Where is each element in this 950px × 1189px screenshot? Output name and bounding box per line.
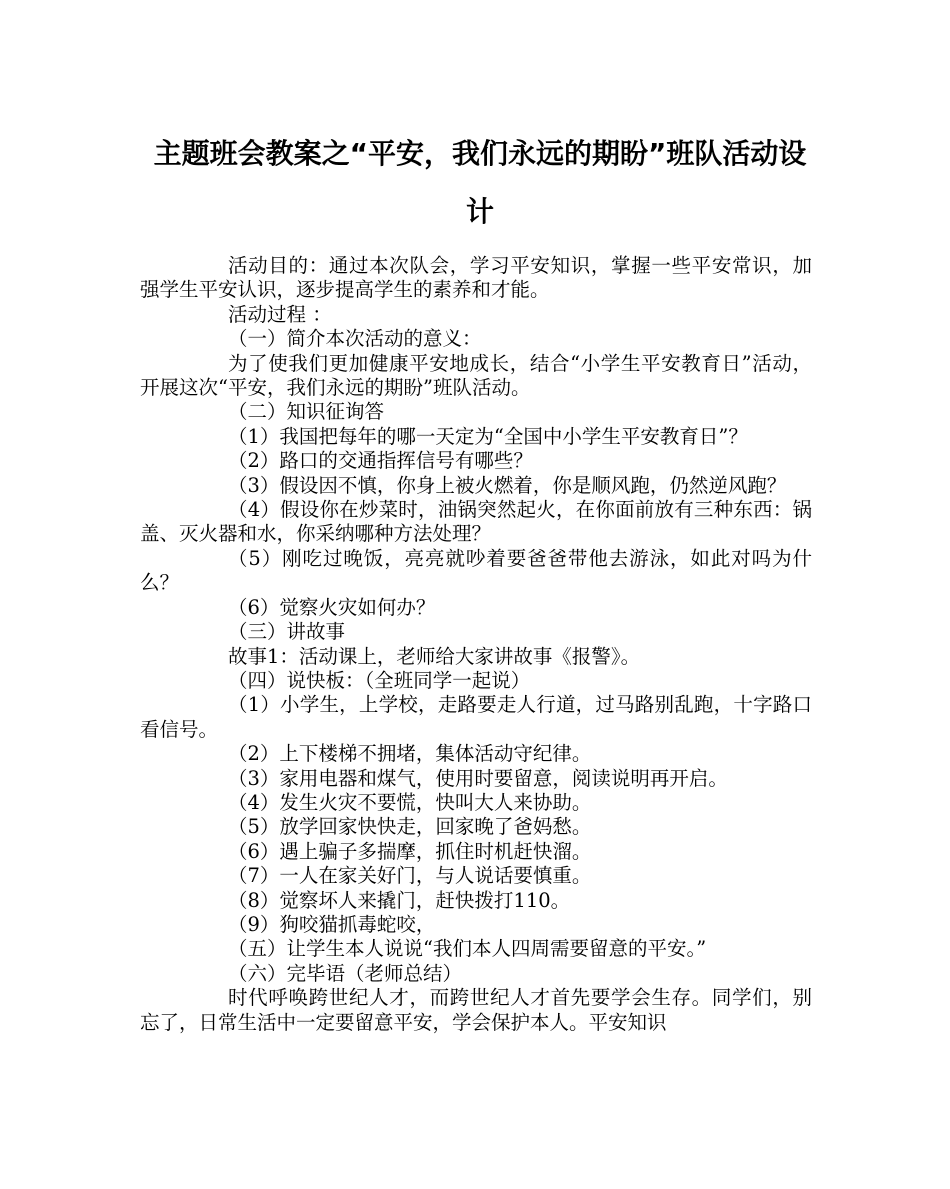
document-title <box>140 125 820 241</box>
section-heading-1: （一）简介本次活动的意义： <box>228 327 482 351</box>
chant-item: （1）小学生，上学校，走路要走人行道，过马路别乱跑，十字路口看信号。 <box>140 693 812 741</box>
section-heading-3: （三）讲故事 <box>228 620 346 644</box>
question-item: （6）觉察火灾如何办？ <box>228 595 436 619</box>
question-item: （2）路口的交通指挥信号有哪些？ <box>228 449 533 473</box>
chant-item: （9）狗咬猫抓毒蛇咬， <box>228 912 436 936</box>
section-heading-5: （五）让学生本人说说“我们本人四周需要留意的平安。” <box>228 937 707 961</box>
chant-item: （5）放学回家快快走，回家晚了爸妈愁。 <box>228 815 592 839</box>
document-body <box>140 254 812 1035</box>
paragraph-process: 活动过程 ： <box>228 302 332 326</box>
question-item: （5）刚吃过晚饭，亮亮就吵着要爸爸带他去游泳，如此对吗为什么？ <box>140 546 812 595</box>
paragraph-conclusion: 时代呼唤跨世纪人才，而跨世纪人才首先要学会生存。同学们，别忘了，日常生活中一定要留意平安，学会保护本人。平安知识 <box>140 986 812 1034</box>
chant-item: （4）发生火灾不要慌，快叫大人来协助。 <box>228 790 592 814</box>
question-item: （3）假设因不慎，你身上被火燃着，你是顺风跑，仍然逆风跑？ <box>228 473 787 497</box>
chant-item: （2）上下楼梯不拥堵，集体活动守纪律。 <box>228 742 592 766</box>
section-heading-2: （二）知识征询答 <box>228 400 385 424</box>
paragraph-intro: 为了使我们更加健康平安地成长，结合“小学生平安教育日”活动，开展这次“平安，我们永远的期盼”班队活动。 <box>140 351 812 400</box>
section-heading-6: （六）完毕语（老师总结） <box>228 961 463 985</box>
question-item: （4）假设你在炒菜时，油锅突然起火，在你面前放有三种东西：锅盖、灭火器和水，你采纳哪种方法处理？ <box>140 498 812 546</box>
question-item: （1）我国把每年的哪一天定为“全国中小学生平安教育日”？ <box>228 424 748 448</box>
paragraph-purpose: 活动目的：通过本次队会，学习平安知识，掌握一些平安常识，加强学生平安认识，逐步提高学生的素养和才能。 <box>140 254 812 302</box>
chant-item: （7）一人在家关好门，与人说话要慎重。 <box>228 864 592 888</box>
chant-item: （6）遇上骗子多揣摩，抓住时机赶快溜。 <box>228 839 592 863</box>
story-line: 故事1：活动课上，老师给大家讲故事《报警》。 <box>228 644 641 668</box>
section-heading-4: （四）说快板：（全班同学一起说） <box>228 668 531 692</box>
chant-item: （8）觉察坏人来撬门，赶快拨打110。 <box>228 888 571 912</box>
title-line-2: 计 <box>465 195 494 228</box>
title-line-1: 主题班会教案之“平安，我们永远的期盼”班队活动设 <box>153 137 807 170</box>
chant-item: （3）家用电器和煤气，使用时要留意，阅读说明再开启。 <box>228 766 728 790</box>
